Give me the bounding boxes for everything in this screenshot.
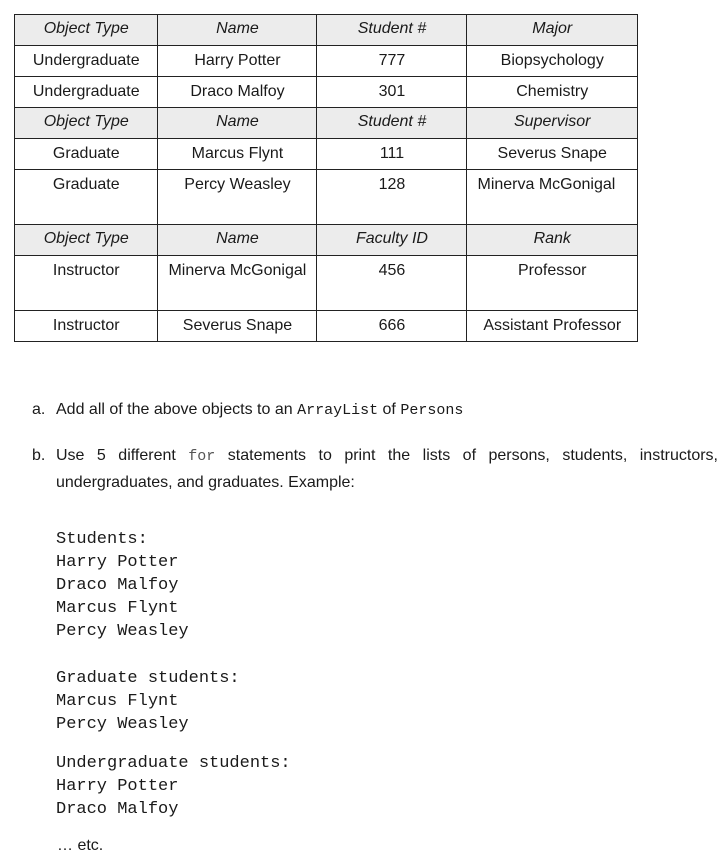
- table-row: [15, 311, 638, 342]
- table-cell: Graduate: [15, 139, 158, 170]
- etc-text: … etc.: [57, 837, 104, 854]
- table-row: [15, 46, 638, 77]
- question-a-label: a.: [32, 401, 46, 418]
- header-cell: Object Type: [15, 225, 158, 256]
- table-cell: Severus Snape: [467, 139, 638, 170]
- table-cell: 456: [317, 256, 467, 311]
- table-cell: Instructor: [15, 256, 158, 311]
- table-cell: Undergraduate: [15, 77, 158, 108]
- table-cell: Draco Malfoy: [158, 77, 317, 108]
- table-cell: Assistant Professor: [467, 311, 638, 342]
- table-cell: Minerva McGonigal: [467, 170, 638, 225]
- example-students-output: Students: Harry Potter Draco Malfoy Marcus Flynt Percy Weasley: [56, 530, 189, 641]
- table-row: [15, 256, 638, 311]
- code-for: for: [188, 448, 216, 465]
- question-b-text: [56, 443, 718, 496]
- example-undergraduate-output: Undergraduate students: Harry Potter Draco Malfoy: [56, 754, 291, 819]
- header-cell: Faculty ID: [317, 225, 467, 256]
- header-cell: Supervisor: [467, 108, 638, 139]
- table-cell: Instructor: [15, 311, 158, 342]
- header-cell: Rank: [467, 225, 638, 256]
- question-a: [32, 397, 712, 424]
- table-header-row: [15, 108, 638, 139]
- question-b-text-post: statements to print the lists of persons, students, instructors, undergraduates, and graduates. Example:: [56, 447, 718, 491]
- table-header-row: [15, 225, 638, 256]
- table-cell: Severus Snape: [158, 311, 317, 342]
- question-b-label: b.: [32, 447, 46, 464]
- question-a-text-pre: Add all of the above objects to an: [56, 401, 298, 418]
- table-cell: Graduate: [15, 170, 158, 225]
- table-cell: 111: [317, 139, 467, 170]
- question-b: [32, 443, 718, 496]
- header-cell: Name: [158, 108, 317, 139]
- table-cell: Marcus Flynt: [158, 139, 317, 170]
- code-persons: Persons: [400, 402, 464, 419]
- table-cell: Biopsychology: [467, 46, 638, 77]
- table-cell: Undergraduate: [15, 46, 158, 77]
- header-cell: Name: [158, 225, 317, 256]
- table-cell: 666: [317, 311, 467, 342]
- table-cell: Percy Weasley: [158, 170, 317, 225]
- table-row: [15, 77, 638, 108]
- question-a-text: [56, 397, 712, 424]
- table-cell: Professor: [467, 256, 638, 311]
- table-cell: Minerva McGonigal: [158, 256, 317, 311]
- table-cell: 301: [317, 77, 467, 108]
- header-cell: Student #: [317, 15, 467, 46]
- table-cell: Harry Potter: [158, 46, 317, 77]
- table-row: [15, 139, 638, 170]
- header-cell: Object Type: [15, 15, 158, 46]
- header-cell: Object Type: [15, 108, 158, 139]
- table-cell: 777: [317, 46, 467, 77]
- code-arraylist: ArrayList: [297, 402, 379, 419]
- header-cell: Student #: [317, 108, 467, 139]
- question-a-text-mid: of: [378, 401, 401, 418]
- table-cell: 128: [317, 170, 467, 225]
- question-b-text-pre: Use 5 different: [56, 447, 189, 464]
- table-header-row: [15, 15, 638, 46]
- table-cell: Chemistry: [467, 77, 638, 108]
- example-graduate-output: Graduate students: Marcus Flynt Percy Weasley: [56, 669, 240, 734]
- table-row: [15, 170, 638, 225]
- header-cell: Name: [158, 15, 317, 46]
- header-cell: Major: [467, 15, 638, 46]
- objects-table: [14, 14, 638, 342]
